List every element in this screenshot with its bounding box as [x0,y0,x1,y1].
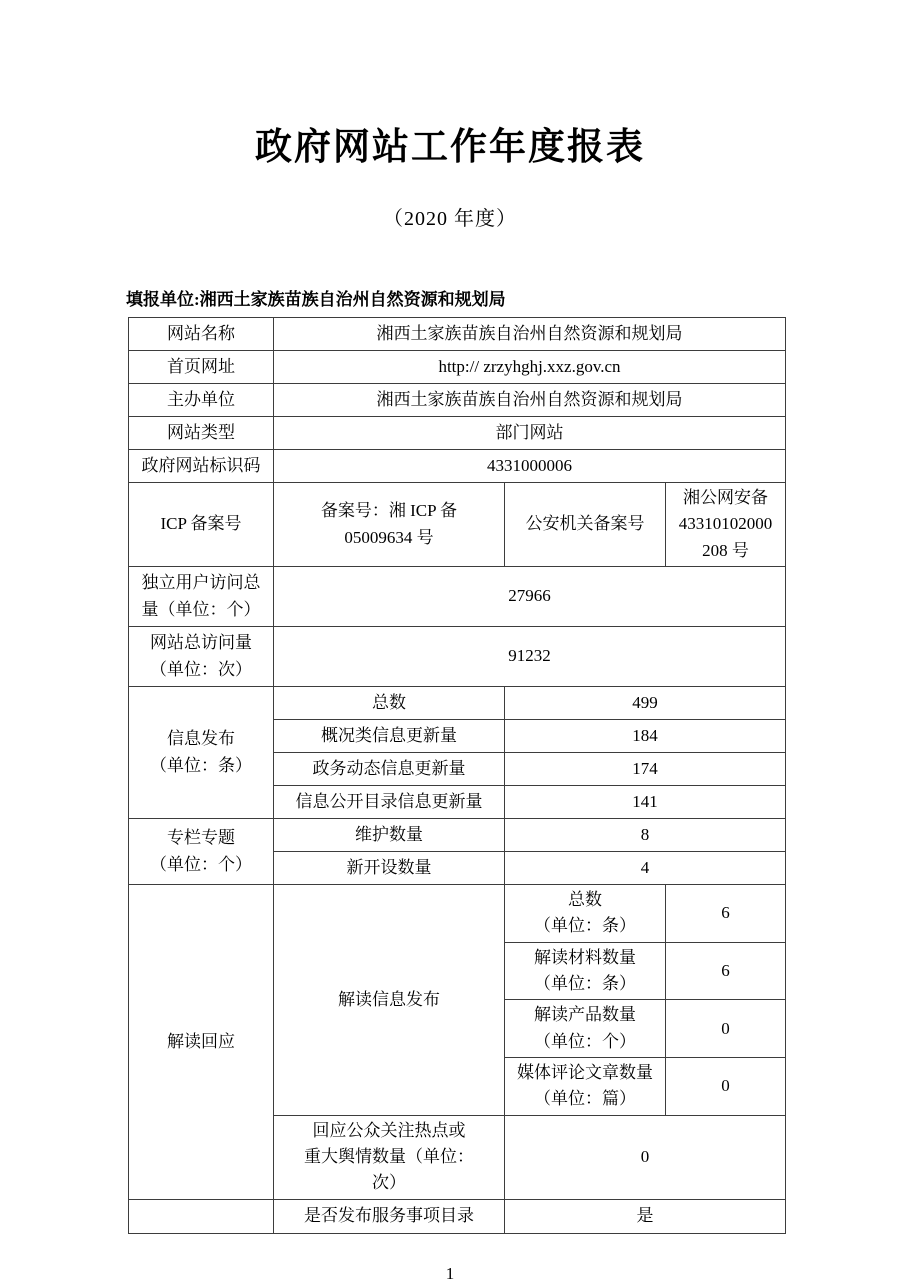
info-publish-group-label: 信息发布 （单位：条） [129,687,274,819]
interpretation-item-value: 0 [666,1058,786,1116]
page-subtitle: （2020 年度） [383,208,517,230]
interpretation-group-label: 解读回应 [129,885,274,1200]
annual-report-table [128,317,786,1234]
empty-cell [129,1199,274,1233]
site-code-label: 政府网站标识码 [129,450,274,483]
site-type-label: 网站类型 [129,417,274,450]
total-visits-label: 网站总访问量 （单位：次） [129,627,274,687]
info-publish-item-label: 概况类信息更新量 [274,720,505,753]
icp-value: 备案号：湘 ICP 备 05009634 号 [274,483,505,567]
unique-visitors-value: 27966 [274,567,786,627]
interpretation-publish-label: 解读信息发布 [274,885,505,1116]
table-row [129,450,786,483]
columns-topics-group-label: 专栏专题 （单位：个） [129,819,274,885]
table-row [129,627,786,687]
total-visits-value: 91232 [274,627,786,687]
table-row [129,483,786,567]
table-row [129,885,786,943]
site-name-label: 网站名称 [129,318,274,351]
site-type-value: 部门网站 [274,417,786,450]
reporting-unit-line [126,285,900,310]
info-publish-item-value: 499 [505,687,786,720]
columns-topics-item-label: 维护数量 [274,819,505,852]
site-code-value: 4331000006 [274,450,786,483]
reporting-unit-value: 湘西土家族苗族自治州自然资源和规划局 [199,290,506,309]
table-row [129,687,786,720]
homepage-url-value: http:// zrzyhghj.xxz.gov.cn [274,351,786,384]
interpretation-item-label: 解读产品数量 （单位：个） [505,1000,666,1058]
site-name-value: 湘西土家族苗族自治州自然资源和规划局 [274,318,786,351]
info-publish-item-label: 政务动态信息更新量 [274,753,505,786]
police-record-label: 公安机关备案号 [505,483,666,567]
service-catalog-value: 是 [505,1199,786,1233]
homepage-url-label: 首页网址 [129,351,274,384]
table-row [129,417,786,450]
table-row [129,351,786,384]
page-title: 政府网站工作年度报表 [255,126,645,167]
interpretation-item-label: 媒体评论文章数量 （单位：篇） [505,1058,666,1116]
interpretation-item-value: 6 [666,885,786,943]
page-number: 1 [445,1263,455,1283]
info-publish-item-value: 174 [505,753,786,786]
interpretation-item-value: 6 [666,942,786,1000]
hotspot-value: 0 [505,1115,786,1199]
service-catalog-label: 是否发布服务事项目录 [274,1199,505,1233]
info-publish-item-value: 141 [505,786,786,819]
table-row [129,384,786,417]
organizer-label: 主办单位 [129,384,274,417]
police-record-value: 湘公网安备 43310102000 208 号 [666,483,786,567]
columns-topics-item-label: 新开设数量 [274,852,505,885]
columns-topics-item-value: 8 [505,819,786,852]
reporting-unit-label: 填报单位: [126,290,200,309]
table-row [129,819,786,852]
info-publish-item-label: 信息公开目录信息更新量 [274,786,505,819]
columns-topics-item-value: 4 [505,852,786,885]
table-row [129,318,786,351]
info-publish-item-label: 总数 [274,687,505,720]
table-row [129,567,786,627]
icp-label: ICP 备案号 [129,483,274,567]
unique-visitors-label: 独立用户访问总 量（单位：个） [129,567,274,627]
hotspot-label: 回应公众关注热点或 重大舆情数量（单位： 次） [274,1115,505,1199]
info-publish-item-value: 184 [505,720,786,753]
interpretation-item-label: 解读材料数量 （单位：条） [505,942,666,1000]
interpretation-item-value: 0 [666,1000,786,1058]
table-row [129,1199,786,1233]
interpretation-item-label: 总数 （单位：条） [505,885,666,943]
organizer-value: 湘西土家族苗族自治州自然资源和规划局 [274,384,786,417]
